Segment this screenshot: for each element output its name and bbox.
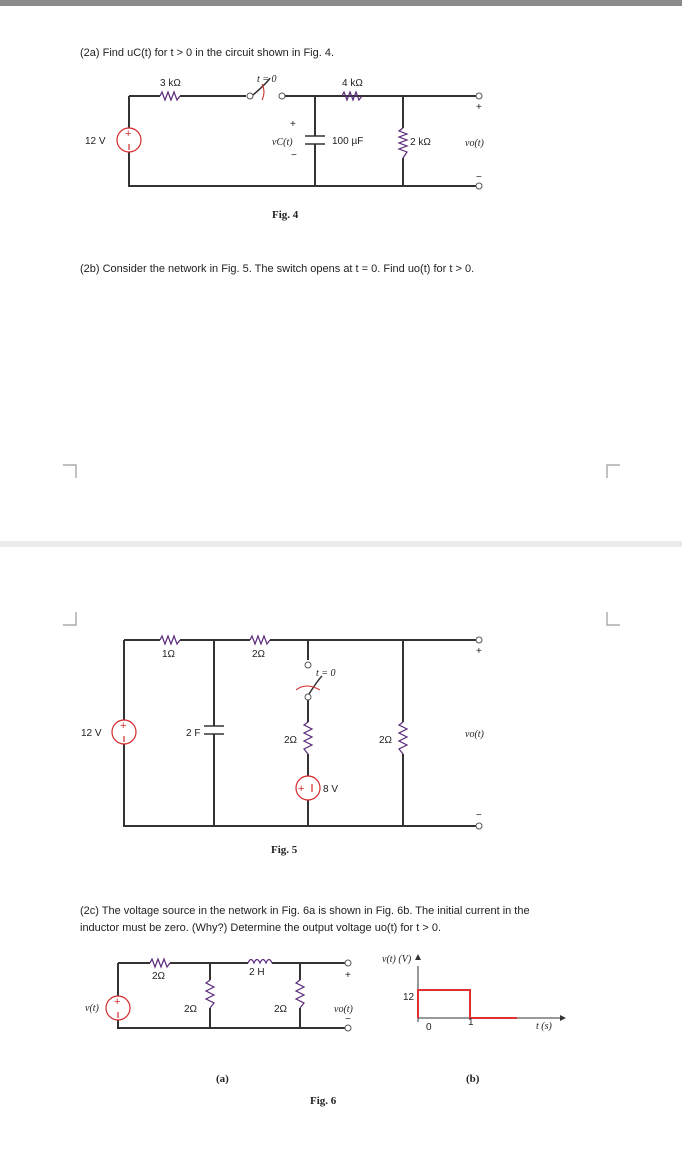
label-2ohm: 2Ω: [274, 1004, 288, 1015]
caption-fig6b: (b): [466, 1073, 480, 1085]
y-tick-12: 12: [403, 992, 415, 1003]
caption-fig6: Fig. 6: [310, 1095, 337, 1107]
x-axis-label: t (s): [536, 1021, 552, 1032]
label-vo: vo(t): [465, 729, 484, 740]
question-2c-line1: (2c) The voltage source in the network in Fig. 6a is shown in Fig. 6b. The initial current in the: [80, 905, 530, 917]
label-2k: 2 kΩ: [410, 137, 431, 148]
label-2ohm: 2Ω: [284, 735, 298, 746]
label-3k: 3 kΩ: [160, 78, 181, 89]
minus-sign: −: [345, 1014, 351, 1025]
svg-text:+: +: [125, 128, 132, 140]
pulse-series: [418, 990, 517, 1018]
label-100uf: 100 µF: [332, 136, 364, 147]
y-axis-label: v(t) (V): [382, 954, 412, 965]
label-2ohm: 2Ω: [152, 971, 166, 982]
svg-text:+: +: [298, 783, 305, 795]
label-8v: 8 V: [323, 784, 339, 795]
label-switch: t = 0: [257, 74, 277, 85]
label-vc: vC(t): [272, 137, 293, 148]
x-axis-arrow: [560, 1015, 566, 1021]
plus-sign: +: [476, 102, 482, 113]
label-2ohm: 2Ω: [252, 649, 266, 660]
label-vt: v(t): [85, 1003, 99, 1014]
label-2f: 2 F: [186, 728, 201, 739]
label-12v: 12 V: [81, 728, 102, 739]
label-vo: vo(t): [334, 1004, 353, 1015]
caption-fig5: Fig. 5: [271, 844, 298, 856]
plus-sign: +: [345, 970, 351, 981]
minus-sign: −: [476, 172, 482, 183]
minus-sign: −: [291, 150, 297, 161]
plus-sign: +: [476, 646, 482, 657]
caption-fig6a: (a): [216, 1073, 229, 1085]
label-2h: 2 H: [249, 967, 265, 978]
x-tick-1: 1: [468, 1017, 474, 1028]
question-2b: (2b) Consider the network in Fig. 5. The switch opens at t = 0. Find uo(t) for t > 0.: [80, 263, 475, 275]
label-1ohm: 1Ω: [162, 649, 176, 660]
label-4k: 4 kΩ: [342, 78, 363, 89]
label-2ohm: 2Ω: [379, 735, 393, 746]
x-tick-0: 0: [426, 1022, 432, 1033]
question-2c-line2: inductor must be zero. (Why?) Determine the output voltage uo(t) for t > 0.: [80, 922, 442, 934]
plus-sign: +: [290, 119, 296, 130]
label-12v: 12 V: [85, 136, 106, 147]
question-2a: (2a) Find uC(t) for t > 0 in the circuit shown in Fig. 4.: [80, 47, 335, 59]
label-switch: t = 0: [316, 668, 336, 679]
minus-sign: −: [476, 810, 482, 821]
caption-fig4: Fig. 4: [272, 209, 299, 221]
label-vo: vo(t): [465, 138, 484, 149]
y-axis-arrow: [415, 954, 421, 960]
label-2ohm: 2Ω: [184, 1004, 198, 1015]
svg-text:+: +: [120, 720, 127, 732]
svg-text:+: +: [114, 996, 121, 1008]
